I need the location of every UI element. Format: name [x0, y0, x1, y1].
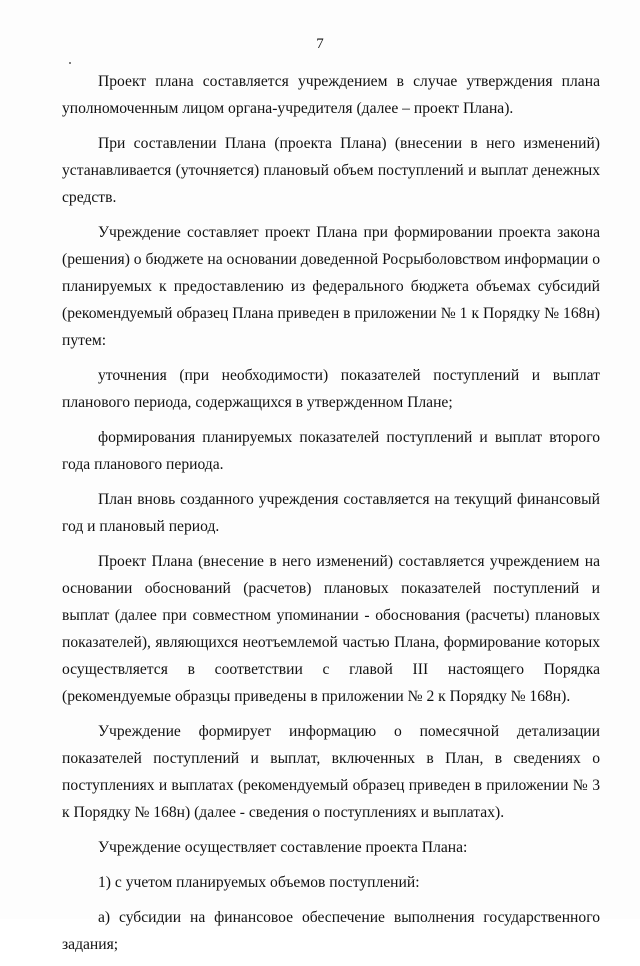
- paragraph-justifications: Проект Плана (внесение в него изменений) составляется учреждением на основании обоснований (расчетов) плановых показателей поступлений и выплат (далее при совместном упоминании - обоснования (расчеты) плановых показателей), являющихся неотъемлемой частью Плана, формирование которых осуществляется в соответствии с главой III настоящего Порядка (рекомендуемые образцы приведены в приложении № 2 к Порядку № 168н).: [62, 553, 600, 705]
- list-item-1a: а) субсидии на финансовое обеспечение выполнения государственного задания;: [62, 909, 600, 953]
- paragraph-second-year: формирования планируемых показателей поступлений и выплат второго года планового периода.: [62, 429, 600, 473]
- page-number: 7: [316, 36, 324, 52]
- paragraph-new-institution: План вновь созданного учреждения составляется на текущий финансовый год и плановый период.: [62, 491, 600, 535]
- scan-speck: [69, 62, 71, 64]
- paragraph-monthly-detail: Учреждение формирует информацию о помесячной детализации показателей поступлений и выплат, включенных в План, в сведениях о поступлениях и выплатах (рекомендуемый образец приведен в приложении № 3 к Порядку № 168н) (далее - сведения о поступлениях и выплатах).: [62, 723, 600, 821]
- paragraph-compilation: Учреждение осуществляет составление проекта Плана:: [98, 839, 468, 856]
- paragraph-plan-volume: При составлении Плана (проекта Плана) (внесении в него изменений) устанавливается (уточняется) плановый объем поступлений и выплат денежных средств.: [62, 135, 600, 206]
- list-item-1: 1) с учетом планируемых объемов поступлений:: [98, 874, 420, 891]
- paragraph-clarification: уточнения (при необходимости) показателей поступлений и выплат планового периода, содержащихся в утвержденном Плане;: [62, 367, 600, 411]
- paragraph-draft-plan: Проект плана составляется учреждением в случае утверждения плана уполномоченным лицом органа-учредителя (далее – проект Плана).: [62, 73, 600, 117]
- paragraph-draft-budget: Учреждение составляет проект Плана при формировании проекта закона (решения) о бюджете на основании доведенной Росрыболовством информации о планируемых к предоставлению из федерального бюджета объемах субсидий (рекомендуемый образец Плана приведен в приложении № 1 к Порядку № 168н) путем:: [62, 224, 600, 349]
- document-body: [62, 68, 600, 966]
